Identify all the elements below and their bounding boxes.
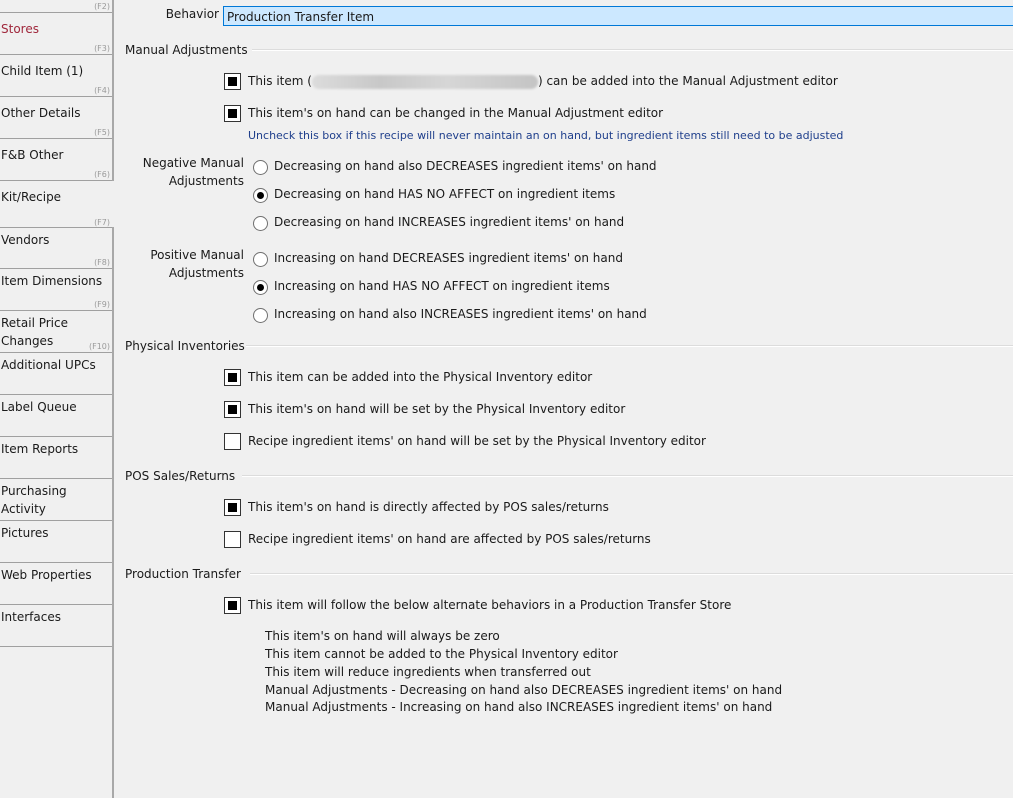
section-title-production-transfer: Production Transfer xyxy=(125,567,241,581)
fkey-label: (F2) xyxy=(94,2,110,11)
fkey-label: (F7) xyxy=(94,218,110,227)
production-behavior-line: This item cannot be added to the Physical Inventory editor xyxy=(265,647,618,661)
sidebar-item-label: Web Properties xyxy=(1,568,92,582)
sidebar-item-child-item[interactable] xyxy=(0,55,113,97)
negative-radio-increases[interactable] xyxy=(253,216,268,231)
manual-adjust-onhand-checkbox[interactable] xyxy=(224,105,241,122)
physical-add-label: This item can be added into the Physical Inventory editor xyxy=(248,370,593,384)
physical-add-checkbox[interactable] xyxy=(224,369,241,386)
sidebar xyxy=(0,0,113,798)
sidebar-item-item-reports[interactable] xyxy=(0,437,113,479)
sidebar-item-label: Pictures xyxy=(1,526,49,540)
sidebar-item-label: Stores xyxy=(1,22,39,36)
sidebar-item-label: Child Item (1) xyxy=(1,64,84,78)
fkey-label: (F10) xyxy=(88,342,110,351)
positive-option-label: Increasing on hand DECREASES ingredient items' on hand xyxy=(274,251,623,265)
positive-option-label: Increasing on hand HAS NO AFFECT on ingredient items xyxy=(274,279,610,293)
redacted-item-name xyxy=(312,75,538,89)
physical-ingredients-checkbox[interactable] xyxy=(224,433,241,450)
fkey-label: (F8) xyxy=(94,258,110,267)
section-divider xyxy=(242,475,1013,477)
sidebar-item-label: F&B Other xyxy=(1,148,64,162)
sidebar-item-label: Purchasing Activity xyxy=(1,484,67,516)
manual-adjust-item-label xyxy=(248,74,838,89)
sidebar-item-other-details[interactable] xyxy=(0,97,113,139)
negative-option-label: Decreasing on hand HAS NO AFFECT on ingredient items xyxy=(274,187,616,201)
pos-onhand-checkbox[interactable] xyxy=(224,499,241,516)
sidebar-item-label: Vendors xyxy=(1,233,50,247)
sidebar-item-label: Kit/Recipe xyxy=(1,190,62,204)
production-behavior-line: This item's on hand will always be zero xyxy=(265,629,500,643)
negative-adjustments-label: Negative Manual Adjustments xyxy=(142,156,244,188)
kit-recipe-panel xyxy=(114,0,1013,798)
section-title-physical-inventories: Physical Inventories xyxy=(125,339,245,353)
sidebar-item-item-dimensions[interactable] xyxy=(0,269,113,311)
sidebar-item-additional-upcs[interactable] xyxy=(0,353,113,395)
behavior-select[interactable] xyxy=(223,6,1013,26)
physical-onhand-checkbox[interactable] xyxy=(224,401,241,418)
negative-radio-no-affect[interactable] xyxy=(253,188,268,203)
fkey-label: (F9) xyxy=(94,300,110,309)
sidebar-item-label: Other Details xyxy=(1,106,81,120)
manual-adjust-item-suffix: ) can be added into the Manual Adjustment editor xyxy=(537,74,838,88)
fkey-label: (F4) xyxy=(94,86,110,95)
negative-option-label: Decreasing on hand INCREASES ingredient items' on hand xyxy=(274,215,625,229)
physical-ingredients-label: Recipe ingredient items' on hand will be set by the Physical Inventory editor xyxy=(248,434,706,448)
pos-ingredients-checkbox[interactable] xyxy=(224,531,241,548)
production-behavior-line: Manual Adjustments - Decreasing on hand also DECREASES ingredient items' on hand xyxy=(265,683,783,697)
sidebar-item-kit-recipe[interactable] xyxy=(0,181,115,227)
sidebar-item-top[interactable] xyxy=(0,0,113,13)
sidebar-item-label: Additional UPCs xyxy=(1,358,96,372)
physical-onhand-label: This item's on hand will be set by the Physical Inventory editor xyxy=(248,402,626,416)
pos-onhand-label: This item's on hand is directly affected by POS sales/returns xyxy=(248,500,609,514)
positive-radio-no-affect[interactable] xyxy=(253,280,268,295)
manual-adjust-item-prefix: This item ( xyxy=(248,74,312,88)
sidebar-item-retail-price-changes[interactable] xyxy=(0,311,113,353)
production-transfer-label: This item will follow the below alternate behaviors in a Production Transfer Store xyxy=(248,598,732,612)
pos-ingredients-label: Recipe ingredient items' on hand are affected by POS sales/returns xyxy=(248,532,651,546)
sidebar-item-interfaces[interactable] xyxy=(0,605,113,647)
sidebar-item-label: Interfaces xyxy=(1,610,61,624)
positive-radio-decreases[interactable] xyxy=(253,252,268,267)
sidebar-item-label: Item Dimensions xyxy=(1,274,103,288)
sidebar-item-pictures[interactable] xyxy=(0,521,113,563)
sidebar-item-label: Retail Price Changes xyxy=(1,316,68,348)
production-transfer-checkbox[interactable] xyxy=(224,597,241,614)
behavior-value: Production Transfer Item xyxy=(227,10,375,24)
behavior-label: Behavior xyxy=(165,7,219,21)
fkey-label: (F6) xyxy=(94,170,110,179)
negative-radio-decreases[interactable] xyxy=(253,160,268,175)
sidebar-item-fb-other[interactable] xyxy=(0,139,113,181)
positive-adjustments-label: Positive Manual Adjustments xyxy=(150,248,244,280)
fkey-label: (F3) xyxy=(94,44,110,53)
sidebar-item-label: Item Reports xyxy=(1,442,79,456)
section-divider xyxy=(252,49,1013,51)
section-title-manual-adjustments: Manual Adjustments xyxy=(125,43,248,57)
section-divider xyxy=(250,573,1013,575)
positive-option-label: Increasing on hand also INCREASES ingredient items' on hand xyxy=(274,307,647,321)
positive-radio-increases[interactable] xyxy=(253,308,268,323)
negative-option-label: Decreasing on hand also DECREASES ingredient items' on hand xyxy=(274,159,657,173)
production-behavior-line: This item will reduce ingredients when transferred out xyxy=(265,665,591,679)
section-divider xyxy=(246,345,1013,347)
sidebar-item-web-properties[interactable] xyxy=(0,563,113,605)
sidebar-item-label: Label Queue xyxy=(1,400,77,414)
manual-adjust-onhand-label: This item's on hand can be changed in the Manual Adjustment editor xyxy=(248,106,664,120)
section-title-pos-sales: POS Sales/Returns xyxy=(125,469,236,483)
sidebar-item-stores[interactable] xyxy=(0,13,113,55)
production-behavior-line: Manual Adjustments - Increasing on hand also INCREASES ingredient items' on hand xyxy=(265,700,773,714)
sidebar-item-vendors[interactable] xyxy=(0,227,113,269)
manual-adjust-hint: Uncheck this box if this recipe will never maintain an on hand, but ingredient items still need to be adjusted xyxy=(248,129,844,142)
fkey-label: (F5) xyxy=(94,128,110,137)
sidebar-item-label-queue[interactable] xyxy=(0,395,113,437)
sidebar-item-purchasing-activity[interactable] xyxy=(0,479,113,521)
manual-adjust-item-checkbox[interactable] xyxy=(224,73,241,90)
